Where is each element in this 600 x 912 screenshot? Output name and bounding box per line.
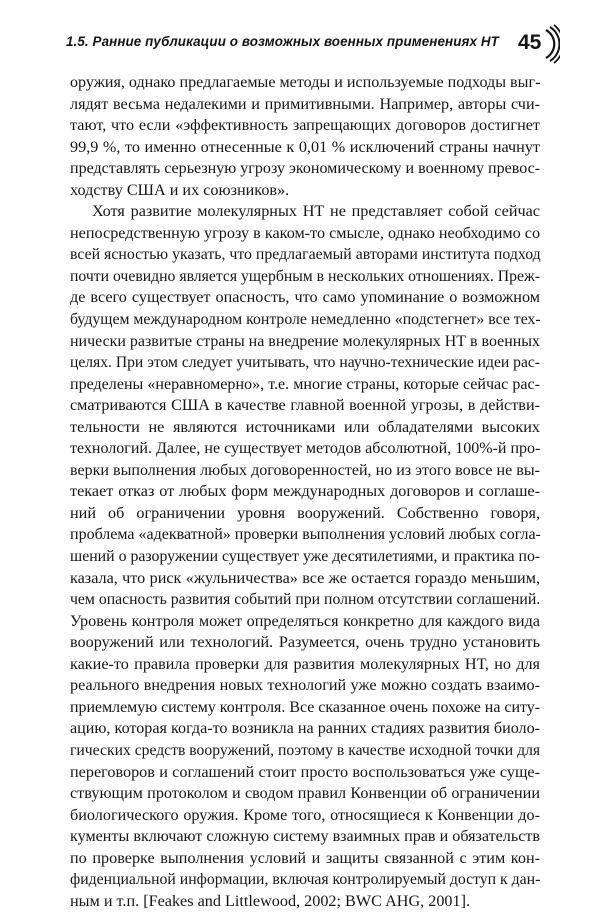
text-line: казала, что риск «жульничества» все же остается гораздо меньшим, [70,568,540,587]
text-line: какие-то правила проверки для развития молекулярных НТ, но для [70,654,540,673]
text-line: по проверке выполнения условий и защиты связанной с этим кон- [70,848,540,867]
text-line: непосредственную угрозу в каком-то смысле, однако необходимо со [70,223,541,242]
text-line: Хотя развитие молекулярных НТ не представляет собой сейчас [92,202,540,221]
text-line: лядят весьма недалекими и примитивными. Например, авторы счи- [70,94,540,113]
text-line: 99,9 %, то именно отнесенные к 0,01 % исключений страны начнут [70,137,540,156]
text-line: вооружений или технологий. Разумеется, очень трудно установить [70,633,540,652]
text-line: фиденциальной информации, включая контролируемый доступ к дан- [70,871,541,889]
page-number: 45 [518,31,542,54]
text-line: текает отказ от любых форм международных договоров и соглаше- [70,482,540,501]
text-line: де всего существует опасность, что само упоминание о возможном [70,288,540,307]
page-number-badge [512,24,560,64]
text-line: шений о разоружении существует уже десятилетиями, и практика по- [70,548,541,566]
text-line: тельности не являются источниками или обладателями высоких [70,417,540,436]
page-header [66,24,546,64]
text-line: целях. При этом следует учитывать, что научно-технические идеи рас- [70,354,540,372]
text-line: тают, что если «эффективность запрещающих договоров достигнет [70,116,540,135]
text-line: нически развитые страны на внедрение молекулярных НТ в военных [70,332,540,350]
text-line: приемлемую систему контроля. Все сказанное очень похоже на ситу- [70,698,540,716]
text-line: ходству США и их союзников». [70,180,290,199]
text-line: ным и т.п. [Feakes and Littlewood, 2002; BWC AHG, 2001]. [70,891,471,910]
text-line: гических средств вооружений, поэтому в качестве исходной точки для [70,741,541,759]
text-line: пределены «неравномерно», т.е. многие страны, которые сейчас рас- [70,375,540,393]
text-line: представлять серьезную угрозу экономическому и военному превос- [70,160,541,178]
text-line: биологического оружия. Кроме того, относящиеся к Конвенции до- [70,805,540,824]
text-line: верки выполнения любых договоренностей, но из этого вовсе не вы- [70,461,540,479]
text-line: реального внедрения новых технологий уже можно создать взаимо- [70,676,540,695]
text-line: сматриваются США в качестве главной военной угрозы, в действи- [70,396,540,415]
body-text [70,72,540,912]
text-line: ацию, которая когда-то возникла на ранних стадиях развития биоло- [70,720,540,738]
text-line: переговоров и соглашений стоит просто воспользоваться уже суще- [70,762,540,781]
text-line: чем опасность развития событий при полном отсутствии соглашений. [70,591,541,609]
running-title: 1.5. Ранние публикации о возможных военных применениях НТ [66,34,499,49]
text-line: Уровень контроля может определяться конкретно для каждого вида [70,611,540,630]
paragraph-1 [70,72,540,201]
paragraph-2 [70,201,540,912]
text-line: ний об ограничении уровня вооружений. Собственно говоря, [70,503,540,522]
text-line: почти очевидно является ущербным в нескольких отношениях. Преж- [70,267,541,285]
text-line: кументы включают сложную систему взаимных прав и обязательств [70,828,540,846]
text-line: всей ясностью указать, что предлагаемый авторами института подход [70,246,541,264]
text-line: ствующим протоколом и сводом правил Конвенции об ограничении [70,784,540,803]
text-line: проблема «адекватной» проверки выполнения условий любых согла- [70,526,541,544]
text-line: будущем международном контроле немедленно «подстегнет» все тех- [70,311,541,329]
text-line: оружия, однако предлагаемые методы и используемые подходы выг- [70,74,541,91]
text-line: технологий. Далее, не существует методов абсолютной, 100%-й про- [70,440,541,458]
